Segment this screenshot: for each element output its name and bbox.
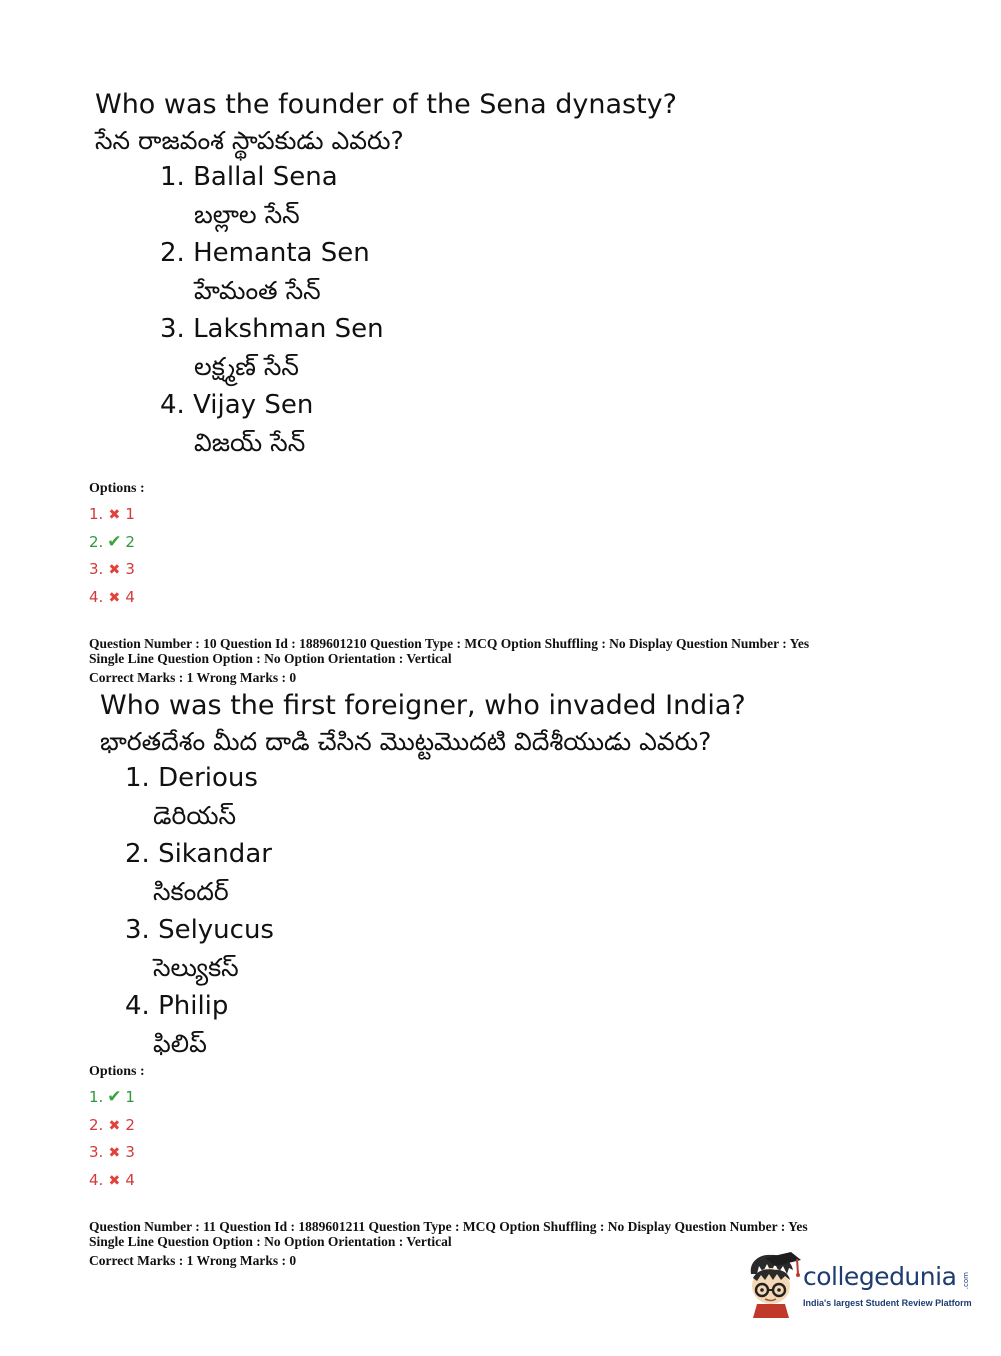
option-number: 2.: [89, 532, 104, 551]
cross-icon: ✖: [108, 1172, 121, 1189]
mascot-icon: [745, 1252, 803, 1318]
question-title-te: సేన రాజవంశ స్థాపకుడు ఎవరు?: [95, 126, 404, 155]
check-icon: ✔: [107, 531, 122, 552]
cross-icon: ✖: [108, 1117, 121, 1134]
choice-label-en: 4. Philip: [125, 991, 229, 1021]
choice-label-en: 2. Sikandar: [125, 839, 272, 869]
choice-label-te: ఫిలిప్: [153, 1029, 207, 1058]
meta-line: Correct Marks : 1 Wrong Marks : 0: [89, 670, 297, 685]
meta-line: Correct Marks : 1 Wrong Marks : 0: [89, 1253, 297, 1268]
option-value: 4: [125, 587, 135, 606]
choice-label-te: సికందర్: [153, 877, 229, 906]
choice-label-en: 4. Vijay Sen: [160, 390, 314, 420]
choice-item: [160, 235, 1001, 311]
options-label: Options :: [89, 481, 145, 496]
choice-label-en: 2. Hemanta Sen: [160, 238, 370, 268]
cross-icon: ✖: [108, 589, 121, 606]
choice-item: [160, 387, 1001, 463]
option-row: [89, 1112, 145, 1140]
option-number: 2.: [89, 1115, 104, 1134]
choice-item: [160, 311, 1001, 387]
option-row: [89, 584, 145, 612]
choice-label-te: హేమంత సేన్: [194, 276, 321, 305]
choice-label-en: 3. Selyucus: [125, 915, 274, 945]
option-row: [89, 1084, 145, 1112]
option-number: 3.: [89, 560, 104, 578]
option-value: 3: [125, 1143, 135, 1161]
choice-label-te: సెల్యుకస్: [153, 953, 239, 982]
question-title-te: భారతదేశం మీద దాడి చేసిన మొట్టమొదటి విదేశీయుడు ఎవరు?: [100, 727, 712, 756]
choice-item: [160, 159, 1001, 235]
choice-label-te: బల్లాల సేన్: [194, 200, 300, 229]
meta-line: Question Number : 11 Question Id : 1889601211 Question Type : MCQ Option Shuffling : No Display Question Number : Yes: [89, 1219, 808, 1234]
option-value: 3: [125, 560, 135, 578]
collegedunia-logo: [745, 1252, 975, 1322]
question-block-2: [0, 688, 1001, 1064]
option-value: 2: [125, 1115, 135, 1134]
option-value: 4: [125, 1170, 135, 1189]
option-row: [89, 529, 145, 557]
option-value: 2: [125, 532, 135, 551]
meta-line: Question Number : 10 Question Id : 1889601210 Question Type : MCQ Option Shuffling : No Display Question Number : Yes: [89, 636, 810, 651]
cross-icon: ✖: [108, 1145, 121, 1161]
choice-item: [125, 760, 1001, 836]
options-label: Options :: [89, 1064, 145, 1079]
option-row: [89, 501, 145, 529]
option-value: 1: [125, 1088, 135, 1106]
option-number: 4.: [89, 1170, 104, 1189]
brand-tagline: India's largest Student Review Platform: [803, 1298, 972, 1308]
option-row: [89, 1139, 145, 1167]
choice-label-en: 3. Lakshman Sen: [160, 314, 384, 344]
check-icon: ✔: [107, 1087, 122, 1107]
option-number: 1.: [89, 1088, 104, 1106]
meta-line: Single Line Question Option : No Option Orientation : Vertical: [89, 1234, 452, 1249]
question-meta-1: [89, 636, 809, 685]
cross-icon: ✖: [108, 507, 121, 523]
choice-item: [125, 912, 1001, 988]
meta-line: Single Line Question Option : No Option Orientation : Vertical: [89, 651, 452, 666]
choice-item: [125, 988, 1001, 1064]
choice-label-en: 1. Derious: [125, 763, 258, 793]
option-number: 1.: [89, 505, 104, 523]
choice-item: [125, 836, 1001, 912]
choice-label-en: 1. Ballal Sena: [160, 162, 338, 192]
option-number: 3.: [89, 1143, 104, 1161]
question-block-1: [0, 87, 1001, 463]
question-meta-2: [89, 1219, 808, 1268]
choice-label-te: విజయ్ సేన్: [194, 428, 306, 457]
question-title-en: Who was the first foreigner, who invaded India?: [100, 690, 746, 721]
question-title-en: Who was the founder of the Sena dynasty?: [95, 89, 677, 120]
option-row: [89, 556, 145, 584]
options-list-2: [89, 1064, 145, 1194]
brand-suffix: .com: [962, 1272, 970, 1290]
option-number: 4.: [89, 587, 104, 606]
options-list-1: [89, 481, 145, 611]
choice-label-te: డెరియస్: [153, 801, 237, 830]
option-value: 1: [125, 505, 135, 523]
brand-name: collegedunia: [803, 1262, 957, 1291]
option-row: [89, 1167, 145, 1195]
choice-label-te: లక్ష్మణ్ సేన్: [194, 352, 299, 381]
cross-icon: ✖: [108, 562, 121, 578]
